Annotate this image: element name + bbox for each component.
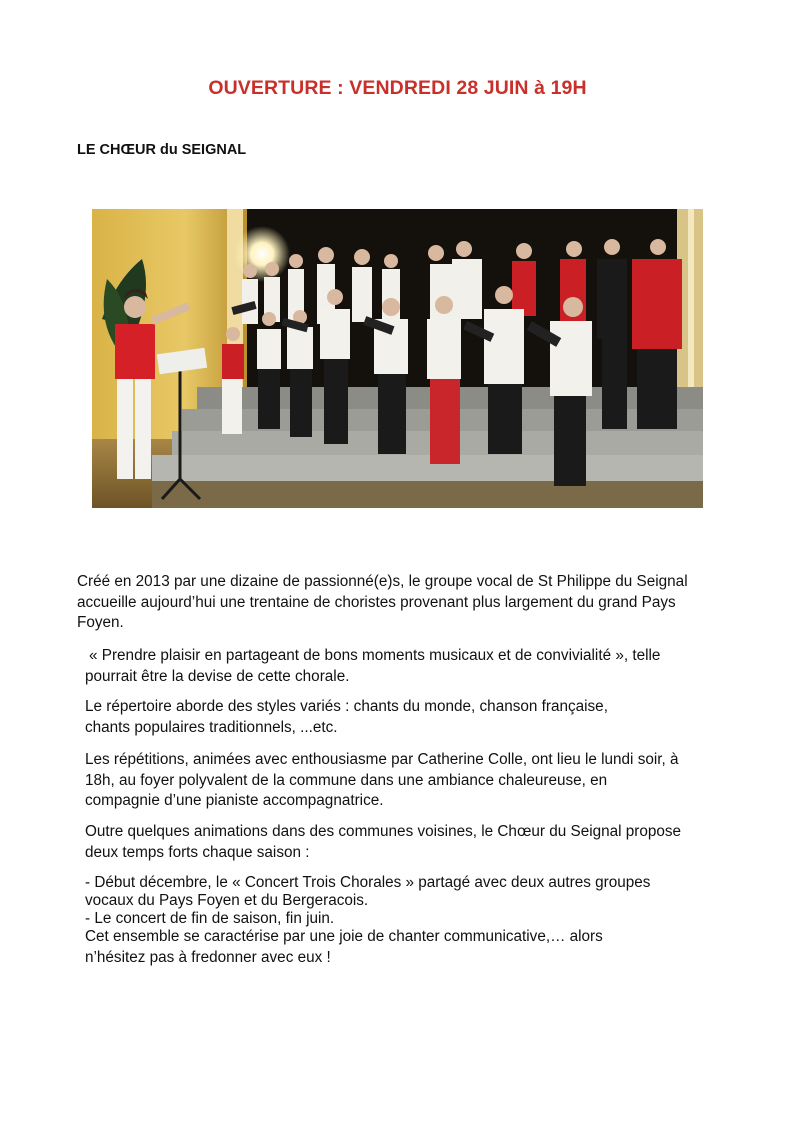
text-line: vocaux du Pays Foyen et du Bergeracois. [85, 892, 369, 909]
intro-paragraph [77, 572, 688, 634]
text-line: 18h, au foyer polyvalent de la commune dans une ambiance chaleureuse, en [85, 771, 608, 789]
text-line: chants populaires traditionnels, ...etc. [85, 718, 338, 736]
text-line: Le répertoire aborde des styles variés : chants du monde, chanson française, [85, 698, 608, 715]
text-line: - Début décembre, le « Concert Trois Chorales » partagé avec deux autres groupes [85, 874, 651, 891]
text-line: « Prendre plaisir en partageant de bons moments musicaux et de convivialité », telle [89, 647, 661, 664]
text-line: Cet ensemble se caractérise par une joie de chanter communicative,… alors [85, 928, 603, 945]
text-line: Outre quelques animations dans des communes voisines, le Chœur du Seignal propose [85, 823, 682, 840]
text-line: Créé en 2013 par une dizaine de passionné(e)s, le groupe vocal de St Philippe du Seignal [77, 573, 688, 590]
text-line: compagnie d’une pianiste accompagnatrice. [85, 792, 384, 809]
text-line: pourrait être la devise de cette chorale. [85, 667, 350, 685]
motto-paragraph [85, 646, 660, 687]
text-line: - Le concert de fin de saison, fin juin. [85, 910, 335, 927]
text-line: accueille aujourd’hui une trentaine de choristes provenant plus largement du grand Pays [77, 593, 676, 611]
text-line: deux temps forts chaque saison : [85, 843, 310, 861]
text-line: Les répétitions, animées avec enthousiasme par Catherine Colle, ont lieu le lundi soir, à [85, 751, 679, 768]
page-headline: OUVERTURE : VENDREDI 28 JUIN à 19H [208, 77, 587, 99]
repertoire-paragraph [85, 697, 608, 738]
text-line: Foyen. [77, 614, 124, 631]
text-line: n’hésitez pas à fredonner avec eux ! [85, 949, 331, 966]
highlights-paragraph [85, 874, 650, 967]
rehearsals-paragraph [85, 750, 679, 812]
section-title: LE CHŒUR du SEIGNAL [77, 142, 247, 158]
choir-photo [92, 209, 703, 508]
events-paragraph [85, 822, 681, 863]
